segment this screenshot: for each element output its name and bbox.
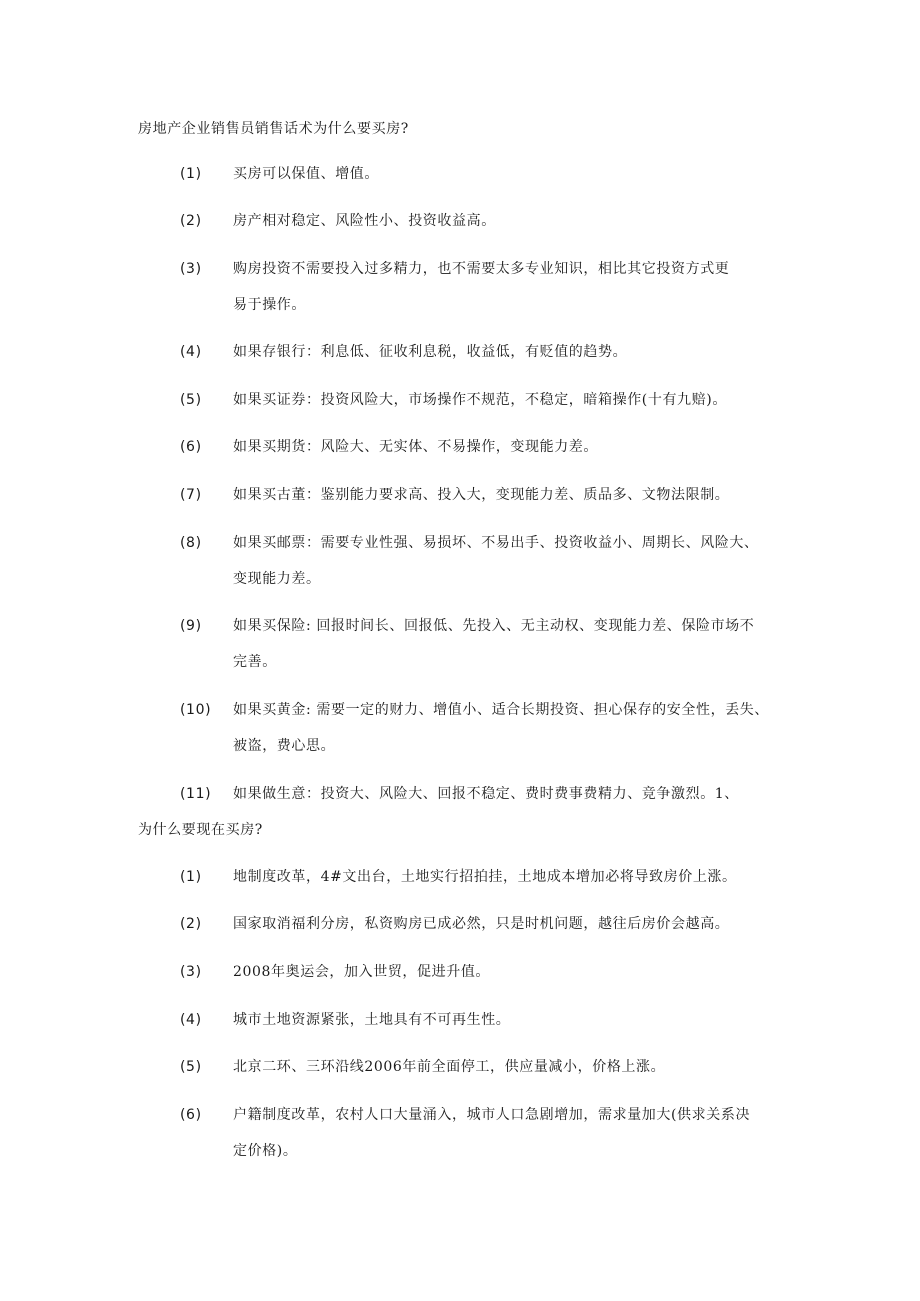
item-text: 2008年奥运会，加入世贸，促进升值。 <box>233 964 491 980</box>
item-text: 如果存银行：利息低、征收利息税，收益低，有贬值的趋势。 <box>233 344 628 360</box>
item-text: 如果买古董：鉴别能力要求高、投入大，变现能力差、质品多、文物法限制。 <box>233 487 730 503</box>
item-text: 户籍制度改革，农村人口大量涌入，城市人口急剧增加，需求量加大(供求关系决 <box>233 1107 751 1123</box>
item-number: (2) <box>180 916 202 932</box>
item-number: (5) <box>180 392 202 408</box>
item-number: (1) <box>180 869 202 885</box>
item-number: (11) <box>180 786 212 802</box>
item-number: (7) <box>180 487 202 503</box>
item-text-continuation: 定价格)。 <box>233 1143 298 1159</box>
item-number: (3) <box>180 964 202 980</box>
item-number: (5) <box>180 1059 202 1075</box>
item-number: (4) <box>180 344 202 360</box>
item-number: (4) <box>180 1012 202 1028</box>
item-text: 如果买期货：风险大、无实体、不易操作，变现能力差。 <box>233 439 598 455</box>
item-number: (10) <box>180 702 212 718</box>
item-text-continuation: 完善。 <box>233 654 277 670</box>
item-number: (9) <box>180 618 202 634</box>
item-text: 如果买黄金: 需要一定的财力、增值小、适合长期投资、担心保存的安全性，丢失、 <box>233 702 769 718</box>
item-text: 如果做生意：投资大、风险大、回报不稳定、费时费事费精力、竞争激烈。1、 <box>233 786 739 802</box>
item-text: 如果买证券：投资风险大，市场操作不规范，不稳定，暗箱操作(十有九赔)。 <box>233 392 727 408</box>
item-number: (1) <box>180 166 202 182</box>
item-text: 地制度改革，4#文出台，土地实行招拍挂，土地成本增加必将导致房价上涨。 <box>233 869 737 885</box>
item-text: 购房投资不需要投入过多精力，也不需要太多专业知识，相比其它投资方式更 <box>233 261 730 277</box>
item-text: 城市土地资源紧张，土地具有不可再生性。 <box>233 1012 511 1028</box>
item-text: 买房可以保值、增值。 <box>233 166 379 182</box>
item-text: 北京二环、三环沿线2006年前全面停工，供应量减小，价格上涨。 <box>233 1059 666 1075</box>
item-text-continuation: 被盗，费心思。 <box>233 738 336 754</box>
item-number: (8) <box>180 535 202 551</box>
item-text: 房产相对稳定、风险性小、投资收益高。 <box>233 213 496 229</box>
item-number: (2) <box>180 213 202 229</box>
item-text: 国家取消福利分房，私资购房已成必然，只是时机问题，越往后房价会越高。 <box>233 916 730 932</box>
document-title: 房地产企业销售员销售话术为什么要买房? <box>138 121 409 137</box>
item-number: (6) <box>180 439 202 455</box>
item-text: 如果买保险: 回报时间长、回报低、先投入、无主动权、变现能力差、保险市场不 <box>233 618 755 634</box>
item-text: 如果买邮票：需要专业性强、易损坏、不易出手、投资收益小、周期长、风险大、 <box>233 535 759 551</box>
item-text-continuation: 易于操作。 <box>233 297 306 313</box>
item-text-continuation: 变现能力差。 <box>233 571 321 587</box>
section-heading: 为什么要现在买房? <box>138 822 263 838</box>
item-number: (6) <box>180 1107 202 1123</box>
item-number: (3) <box>180 261 202 277</box>
